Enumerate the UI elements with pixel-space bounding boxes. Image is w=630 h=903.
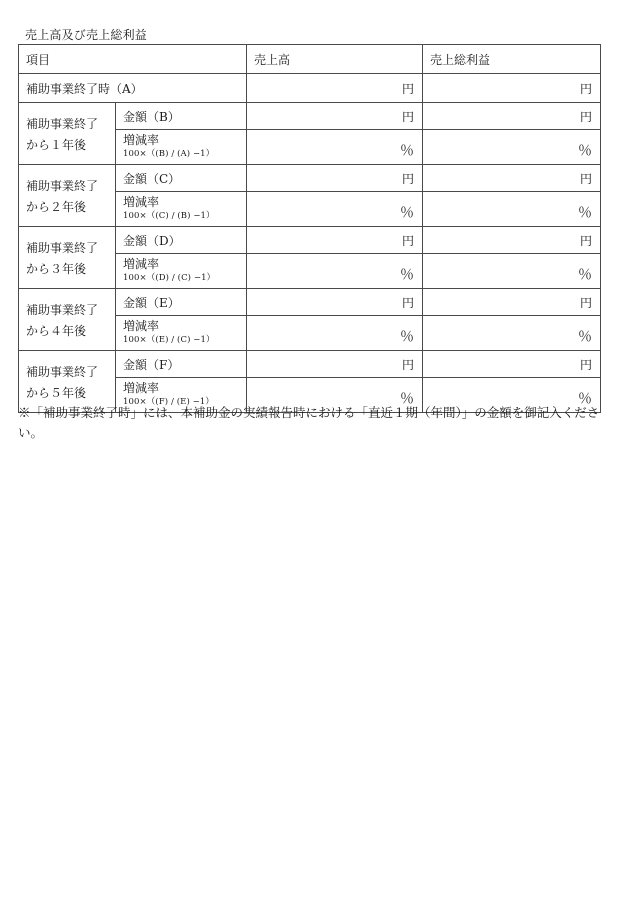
period-label-year-4: 補助事業終了から４年後 [19, 289, 116, 351]
profit-rate-year-3[interactable]: ％ [423, 254, 601, 289]
profit-rate-year-1[interactable]: ％ [423, 130, 601, 165]
sales-rate-year-5[interactable]: ％ [247, 378, 423, 413]
sales-amount-year-3[interactable]: 円 [247, 227, 423, 254]
amount-row-year-5 [19, 351, 601, 378]
sales-amount-year-5[interactable]: 円 [247, 351, 423, 378]
header-sales: 売上高 [247, 45, 423, 74]
profit-rate-year-2[interactable]: ％ [423, 192, 601, 227]
rate-formula-year-3: 100×（(D) / (C) −1） [123, 273, 216, 283]
sales-amount-year-1[interactable]: 円 [247, 103, 423, 130]
row-at-end [19, 74, 601, 103]
rate-label-cell-year-1 [116, 130, 247, 165]
rate-label-year-4: 増減率 [123, 319, 160, 333]
period-groups [19, 103, 601, 413]
profit-rate-year-4[interactable]: ％ [423, 316, 601, 351]
sales-cell-a[interactable]: 円 [247, 74, 423, 103]
amount-row-year-2 [19, 165, 601, 192]
profit-amount-year-1[interactable]: 円 [423, 103, 601, 130]
sales-rate-year-2[interactable]: ％ [247, 192, 423, 227]
header-gross-profit: 売上総利益 [423, 45, 601, 74]
period-label-year-3: 補助事業終了から３年後 [19, 227, 116, 289]
profit-cell-a[interactable]: 円 [423, 74, 601, 103]
sales-rate-year-1[interactable]: ％ [247, 130, 423, 165]
amount-label-year-2: 金額（C） [116, 165, 247, 192]
sales-amount-year-2[interactable]: 円 [247, 165, 423, 192]
amount-row-year-3 [19, 227, 601, 254]
amount-label-year-4: 金額（E） [116, 289, 247, 316]
sales-rate-year-3[interactable]: ％ [247, 254, 423, 289]
amount-label-year-5: 金額（F） [116, 351, 247, 378]
rate-label-year-1: 増減率 [123, 133, 160, 147]
rate-formula-year-2: 100×（(C) / (B) −1） [123, 211, 215, 221]
period-label-year-1: 補助事業終了から１年後 [19, 103, 116, 165]
profit-amount-year-2[interactable]: 円 [423, 165, 601, 192]
rate-label-year-2: 増減率 [123, 195, 160, 209]
rate-formula-year-5: 100×（(F) / (E) −1） [123, 397, 215, 407]
footnote: ※「補助事業終了時」には、本補助金の実績報告時における「直近１期（年間）」の金額を御記入ください。 [18, 405, 600, 440]
amount-label-year-3: 金額（D） [116, 227, 247, 254]
row-at-end-label: 補助事業終了時（A） [19, 74, 247, 103]
header-row [19, 45, 601, 74]
rate-label-year-5: 増減率 [123, 381, 160, 395]
profit-rate-year-5[interactable]: ％ [423, 378, 601, 413]
sales-amount-year-4[interactable]: 円 [247, 289, 423, 316]
amount-row-year-4 [19, 289, 601, 316]
rate-label-year-3: 増減率 [123, 257, 160, 271]
amount-label-year-1: 金額（B） [116, 103, 247, 130]
amount-row-year-1 [19, 103, 601, 130]
profit-amount-year-3[interactable]: 円 [423, 227, 601, 254]
profit-amount-year-5[interactable]: 円 [423, 351, 601, 378]
section-title: 売上高及び売上総利益 [25, 28, 148, 42]
sales-rate-year-4[interactable]: ％ [247, 316, 423, 351]
rate-formula-year-4: 100×（(E) / (C) −1） [123, 335, 215, 345]
rate-label-cell-year-2 [116, 192, 247, 227]
sales-profit-table [18, 44, 601, 413]
period-label-year-5: 補助事業終了から５年後 [19, 351, 116, 413]
header-item: 項目 [19, 45, 247, 74]
rate-label-cell-year-3 [116, 254, 247, 289]
rate-formula-year-1: 100×（(B) / (A) −1） [123, 149, 215, 159]
profit-amount-year-4[interactable]: 円 [423, 289, 601, 316]
rate-label-cell-year-4 [116, 316, 247, 351]
period-label-year-2: 補助事業終了から２年後 [19, 165, 116, 227]
